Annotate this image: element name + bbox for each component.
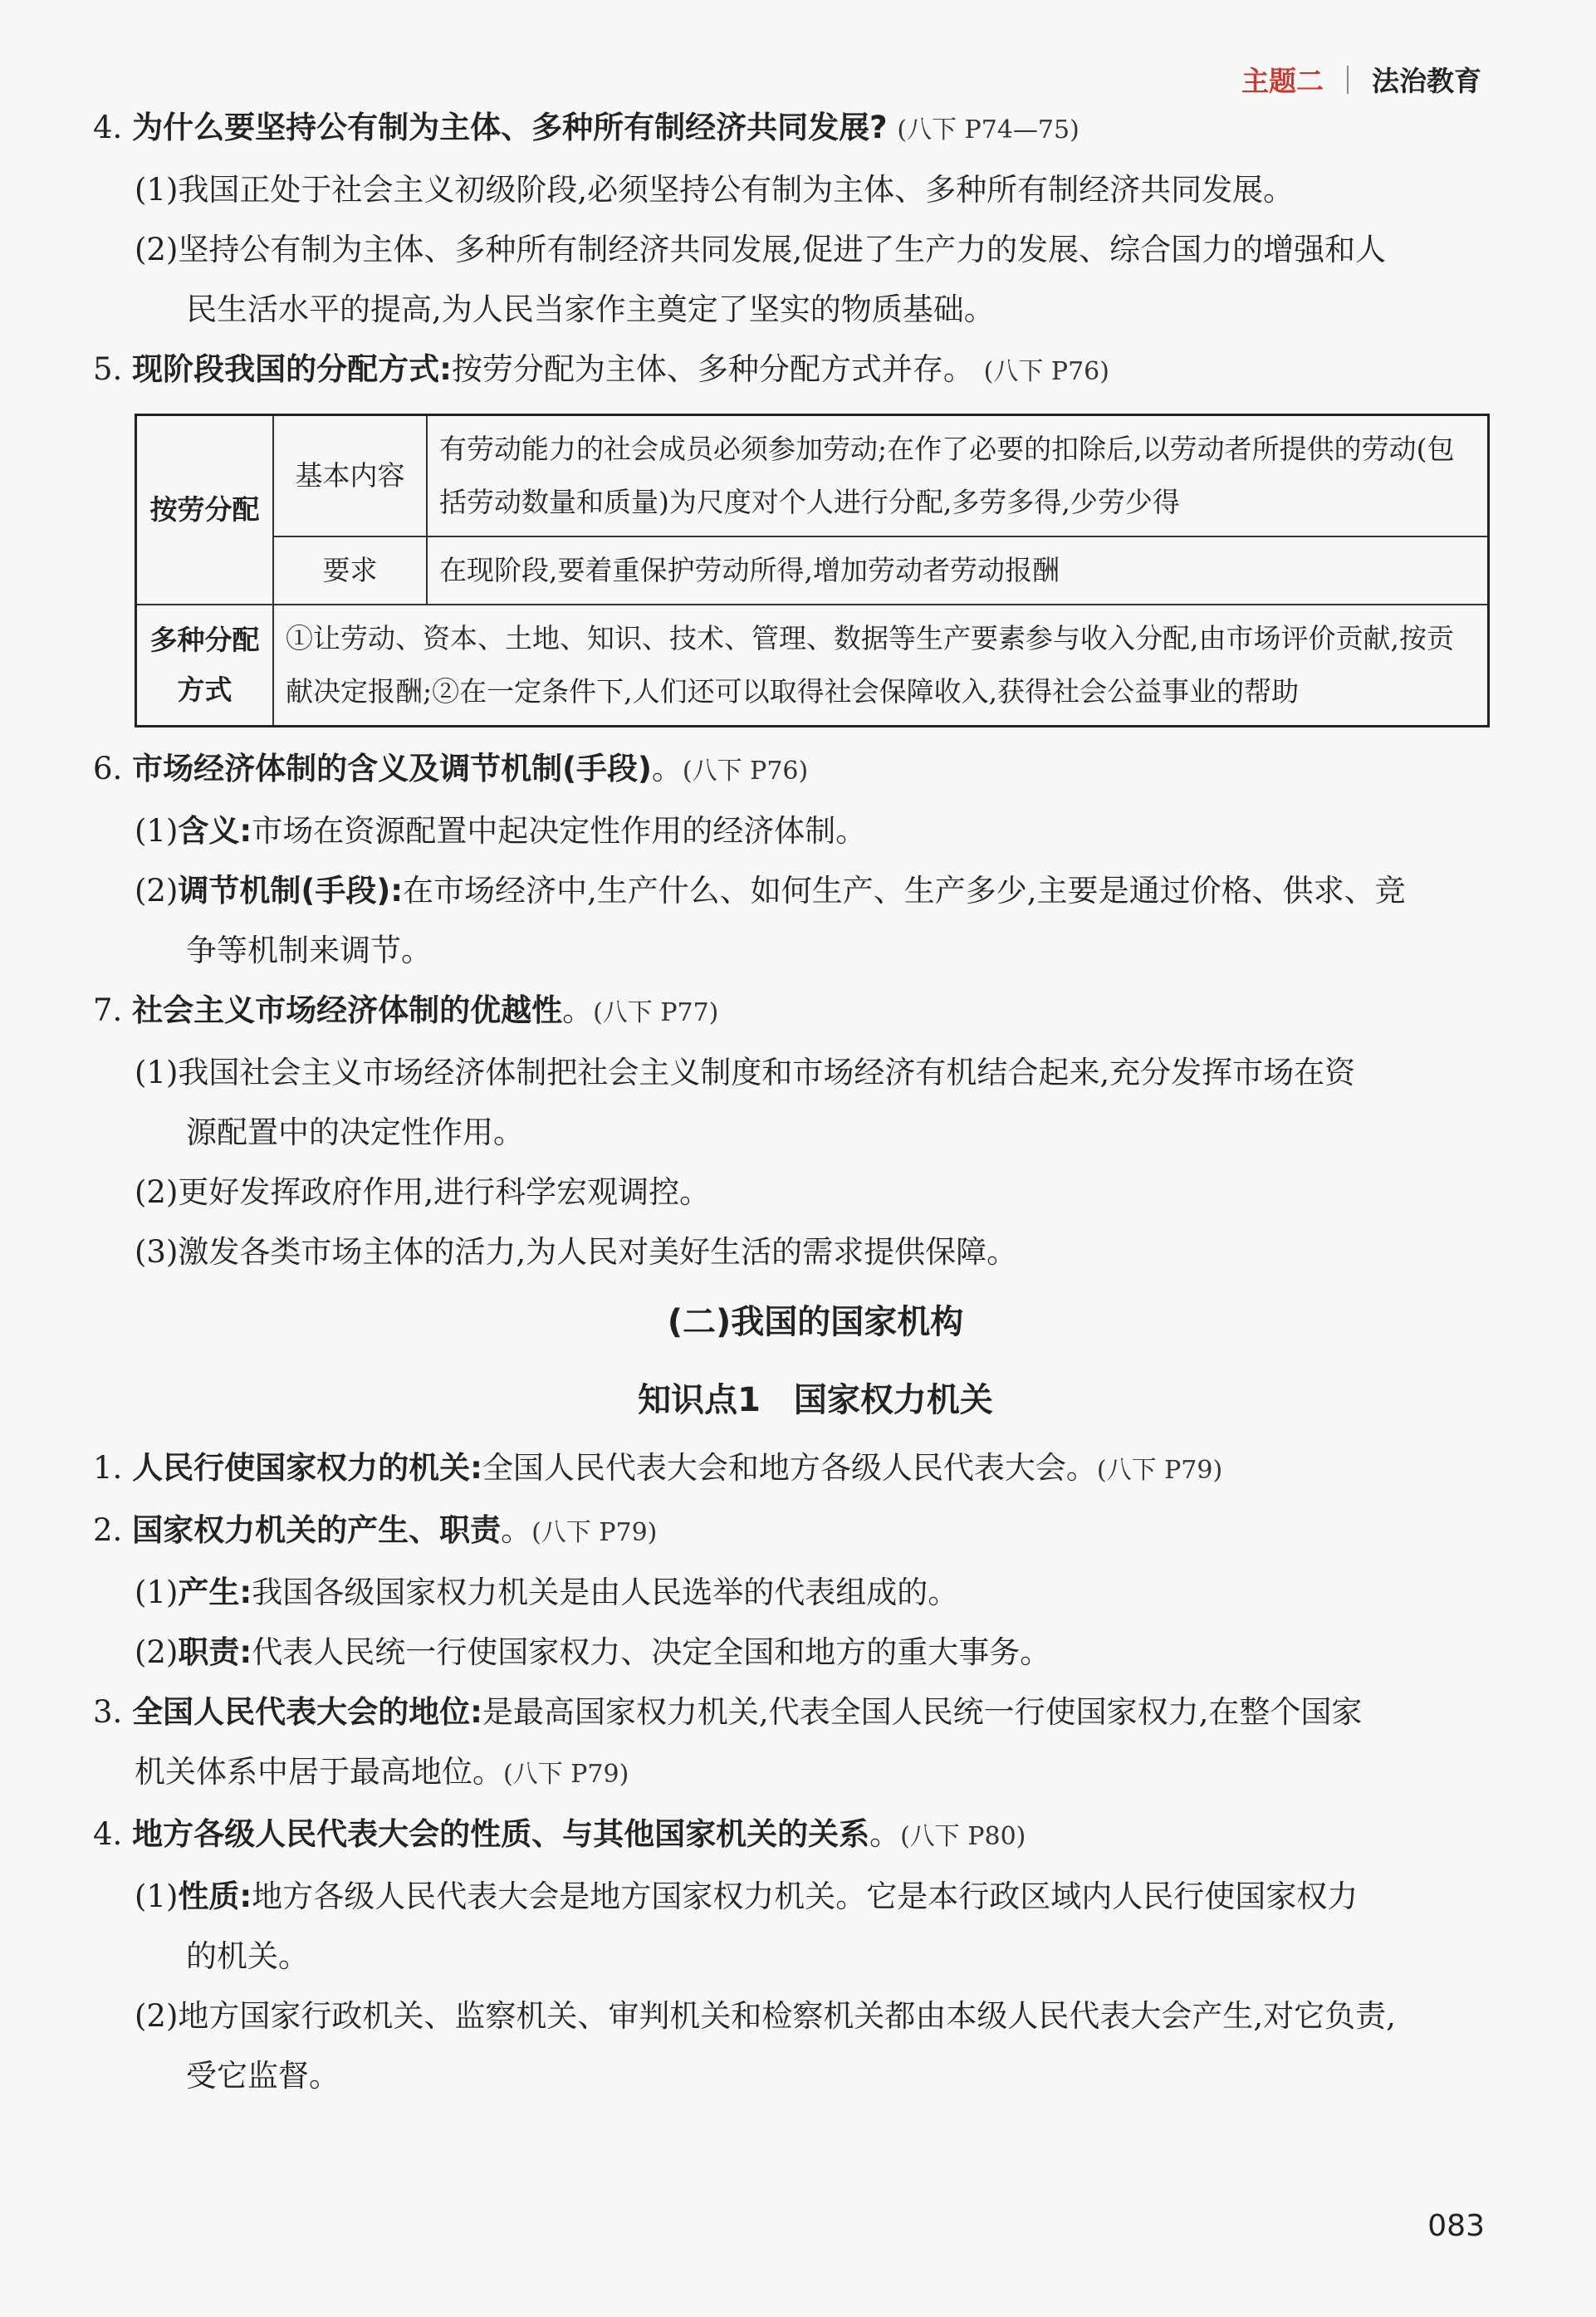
answer-item: (3)激发各类市场主体的活力,为人民对美好生活的需求提供保障。 (135, 1234, 1018, 1270)
row-label: 基本内容 (273, 415, 427, 537)
theme-label: 主题二 (1241, 65, 1324, 97)
table-row (136, 536, 1489, 605)
item-number: (1) (135, 813, 179, 849)
answer-item (93, 1867, 1488, 1927)
question-heading: 现阶段我国的分配方式: (132, 351, 452, 387)
page-reference: (八下 P77) (593, 998, 719, 1027)
row-content: 在现阶段,要着重保护劳动所得,增加劳动者劳动报酬 (427, 536, 1489, 605)
page-reference: (八下 P79) (1096, 1456, 1223, 1485)
item-text: 市场在资源配置中起决定性作用的经济体制。 (252, 813, 867, 849)
question-7 (93, 981, 1488, 1043)
question-number: 4. (93, 110, 123, 145)
header-divider (1347, 66, 1349, 94)
answer-item-continuation: 争等机制来调节。 (186, 933, 432, 968)
page-header (1241, 60, 1481, 99)
item-keyword: 职责: (178, 1634, 252, 1670)
point-3-continuation (93, 1742, 1488, 1805)
page-reference: (八下 P79) (503, 1760, 629, 1789)
page-reference: (八下 P80) (900, 1822, 1026, 1851)
section-title: (二)我国的国家机构 (667, 1303, 964, 1341)
heading-tail: 。 (501, 1512, 532, 1548)
item-number: (1) (135, 1879, 179, 1914)
category-labor: 按劳分配 (136, 415, 274, 605)
point-3 (93, 1683, 1488, 1742)
point-4 (93, 1805, 1488, 1867)
question-number: 1. (93, 1450, 123, 1486)
question-heading: 地方各级人民代表大会的性质、与其他国家机关的关系 (132, 1816, 870, 1852)
question-number: 2. (93, 1512, 123, 1548)
page-reference: (八下 P76) (983, 357, 1109, 386)
answer-item: (2)更好发挥政府作用,进行科学宏观调控。 (135, 1174, 711, 1210)
heading-tail: 。 (651, 751, 683, 786)
question-text: 全国人民代表大会和地方各级人民代表大会。 (482, 1450, 1097, 1486)
page-content (93, 98, 1488, 2106)
answer-item (93, 861, 1488, 921)
knowledge-point-title: 知识点1 国家权力机关 (638, 1381, 993, 1419)
question-heading: 社会主义市场经济体制的优越性 (132, 992, 563, 1028)
page-number: 083 (1427, 2209, 1485, 2243)
answer-item-continuation: 民生活水平的提高,为人民当家作主奠定了坚实的物质基础。 (186, 291, 995, 327)
distribution-table (135, 414, 1490, 727)
question-number: 6. (93, 751, 123, 786)
table-row (136, 415, 1489, 537)
point-1 (93, 1438, 1488, 1501)
question-text: 是最高国家权力机关,代表全国人民统一行使国家权力,在整个国家 (482, 1694, 1363, 1730)
question-number: 5. (93, 351, 123, 387)
question-number: 4. (93, 1816, 123, 1852)
question-4 (93, 98, 1488, 160)
heading-tail: 。 (562, 992, 594, 1028)
item-number: (2) (135, 873, 179, 909)
question-heading: 国家权力机关的产生、职责 (132, 1512, 502, 1548)
question-text: 机关体系中居于最高地位。 (135, 1754, 503, 1790)
item-text: 我国各级国家权力机关是由人民选举的代表组成的。 (252, 1575, 959, 1610)
answer-item: (2)坚持公有制为主体、多种所有制经济共同发展,促进了生产力的发展、综合国力的增强和人 (135, 232, 1387, 267)
item-keyword: 调节机制(手段): (178, 873, 404, 909)
point-2 (93, 1501, 1488, 1563)
page-reference: (八下 P79) (531, 1518, 658, 1547)
question-6 (93, 739, 1488, 801)
answer-item: (1)我国正处于社会主义初级阶段,必须坚持公有制为主体、多种所有制经济共同发展。 (135, 172, 1295, 208)
answer-item-continuation: 受它监督。 (186, 2058, 340, 2094)
answer-item-continuation: 源配置中的决定性作用。 (186, 1114, 524, 1150)
answer-item-continuation: 的机关。 (186, 1938, 309, 1974)
item-number: (1) (135, 1575, 179, 1610)
category-multiple: 多种分配方式 (136, 605, 274, 727)
page-reference: (八下 P74—75) (897, 115, 1080, 145)
answer-item (93, 1563, 1488, 1623)
row-content: ①让劳动、资本、土地、知识、技术、管理、数据等生产要素参与收入分配,由市场评价贡献,按贡献决定报酬;②在一定条件下,人们还可以取得社会保障收入,获得社会公益事业的帮助 (273, 605, 1489, 727)
heading-tail: 。 (869, 1816, 901, 1852)
item-keyword: 性质: (178, 1879, 252, 1914)
page-reference: (八下 P76) (682, 757, 809, 786)
answer-item: (1)我国社会主义市场经济体制把社会主义制度和市场经济有机结合起来,充分发挥市场在资 (135, 1055, 1356, 1090)
question-heading: 为什么要坚持公有制为主体、多种所有制经济共同发展? (132, 110, 888, 145)
row-content: 有劳动能力的社会成员必须参加劳动;在作了必要的扣除后,以劳动者所提供的劳动(包括劳动数量和质量)为尺度对个人进行分配,多劳多得,少劳少得 (427, 415, 1489, 537)
item-number: (2) (135, 1634, 179, 1670)
question-heading: 市场经济体制的含义及调节机制(手段) (132, 751, 652, 786)
item-text: 地方各级人民代表大会是地方国家权力机关。它是本行政区域内人民行使国家权力 (252, 1879, 1359, 1914)
chapter-title: 法治教育 (1372, 65, 1481, 97)
table-row (136, 605, 1489, 727)
question-heading: 人民行使国家权力的机关: (132, 1450, 482, 1486)
item-text: 在市场经济中,生产什么、如何生产、生产多少,主要是通过价格、供求、竞 (403, 873, 1406, 909)
answer-item (93, 801, 1488, 861)
answer-item (93, 1623, 1488, 1683)
item-keyword: 产生: (178, 1575, 252, 1610)
question-5 (93, 340, 1488, 402)
answer-item: (2)地方国家行政机关、监察机关、审判机关和检察机关都由本级人民代表大会产生,对它负责, (135, 1998, 1396, 2034)
question-heading: 全国人民代表大会的地位: (132, 1694, 482, 1730)
item-text: 代表人民统一行使国家权力、决定全国和地方的重大事务。 (252, 1634, 1051, 1670)
question-number: 7. (93, 992, 123, 1028)
question-text: 按劳分配为主体、多种分配方式并存。 (451, 351, 974, 387)
question-number: 3. (93, 1694, 123, 1730)
row-label: 要求 (273, 536, 427, 605)
item-keyword: 含义: (178, 813, 252, 849)
